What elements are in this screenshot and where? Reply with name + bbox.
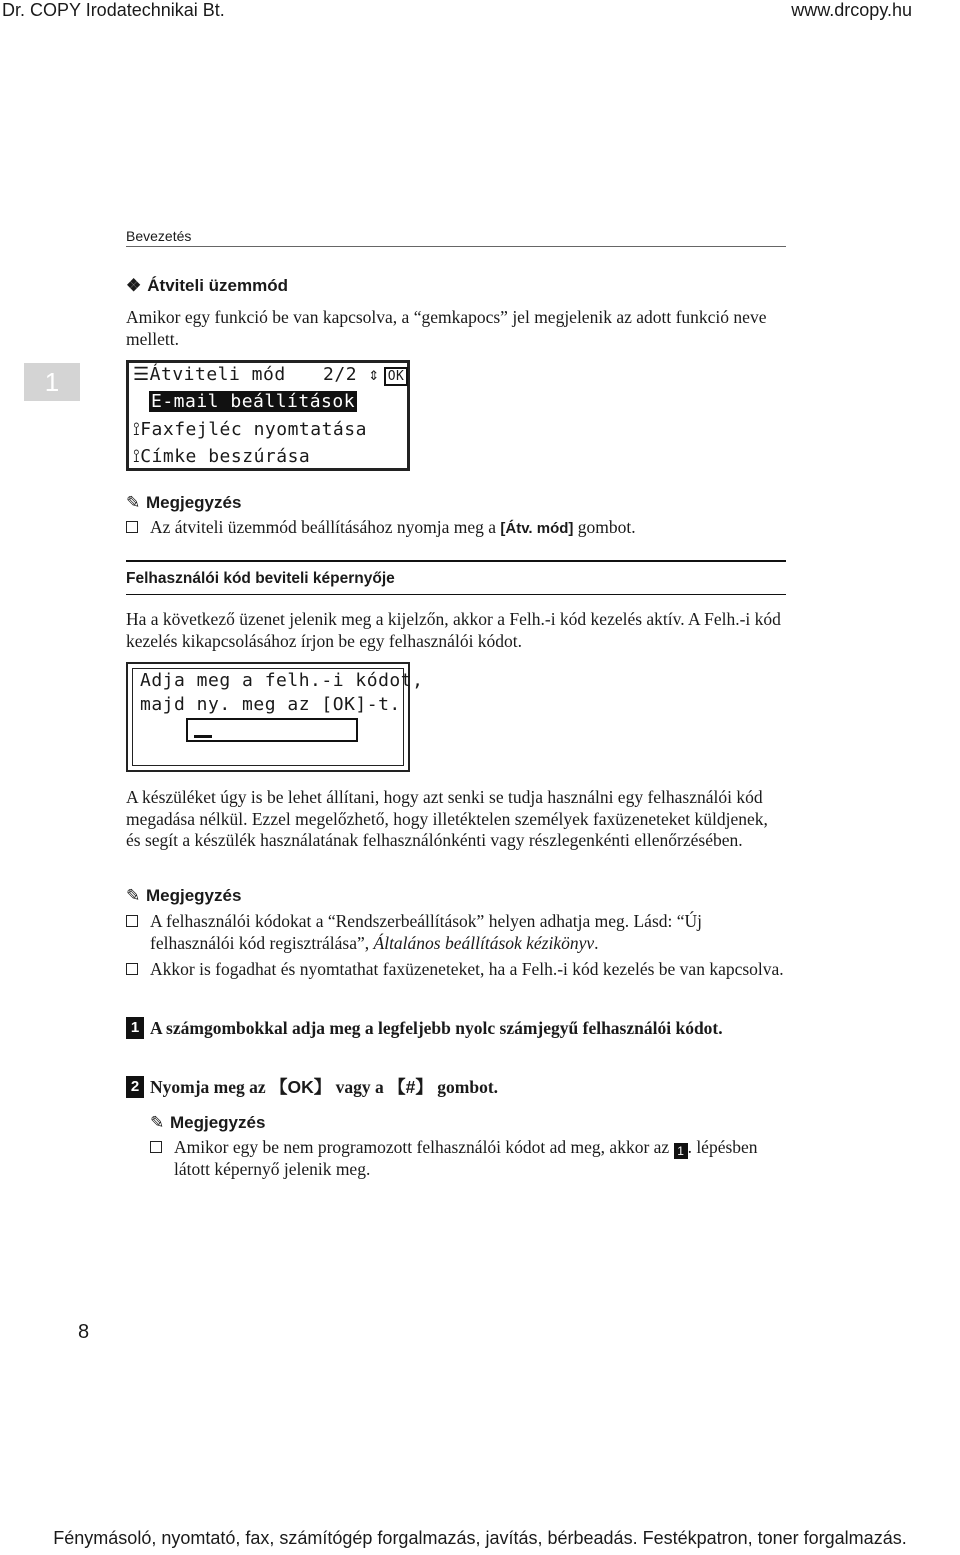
updown-arrow-icon: ⇕ [368,364,380,385]
note-heading: ✎ Megjegyzés [126,493,242,512]
checkbox-bullet-icon [150,1141,162,1153]
step-number: 2 [126,1076,144,1098]
subsection-title: Felhasználói kód beviteli képernyője [126,570,395,587]
company-url[interactable]: www.drcopy.hu [791,0,912,20]
menu-icon: ☰ [133,364,150,385]
page-number: 8 [78,1321,90,1343]
company-name: Dr. COPY Irodatechnikai Bt. [2,0,225,20]
pencil-icon: ✎ [126,886,141,905]
step-number: 1 [126,1017,144,1039]
lcd-screen-transmission-mode [126,360,410,471]
chapter-tab: 1 [24,363,80,401]
checkbox-bullet-icon [126,963,138,975]
access-para: A készüléket úgy is be lehet állítani, hogy azt senki se tudja használni egy felhasználói kód megadása nélkül. Ezzel megelőzhető, hogy illetéktelen személyek faxüzeneteket küldjenek, és segít a készülék használatának felhasználónkénti vagy részlegenkénti ellenőrzésében. [126,787,768,850]
note-heading: ✎ Megjegyzés [126,886,242,905]
subsection-para: Ha a következő üzenet jelenik meg a kijelzőn, akkor a Felh.-i kód kezelés aktív. A Felh.-i kód kezelés kikapcsolásához írjon be egy felhasználói kódot. [126,609,781,651]
step-reference: 1 [674,1143,688,1159]
lcd-ok-box: OK [384,367,409,386]
header-rule [126,246,786,247]
pencil-icon: ✎ [150,1113,165,1132]
user-code-field [186,718,358,742]
footer-text: Fénymásoló, nyomtató, fax, számítógép forgalmazás, javítás, bérbeadás. Festékpatron, toner forgalmazás. [53,1528,907,1548]
diamond-bullet-icon: ❖ [126,276,142,295]
subsection-rule-top [126,560,786,562]
lcd-row-email: E-mail beállítások [151,391,356,412]
running-head: Bevezetés [126,228,192,244]
paperclip-icon: ⟟ [133,446,141,467]
paperclip-icon: ⟟ [133,419,141,440]
checkbox-bullet-icon [126,521,138,533]
lcd-line-2: majd ny. meg az [OK]-t. [140,694,401,715]
hash-key: 【#】 [388,1077,433,1097]
checkbox-bullet-icon [126,915,138,927]
subsection-rule-bottom [126,594,786,595]
ok-key: 【OK】 [270,1077,332,1097]
lcd-title-row: ☰Átviteli mód 2/2 ⇕ OK [133,364,408,385]
section-title: ❖ Átviteli üzemmód [126,276,288,295]
manual-reference: Általános beállítások kézikönyv [373,932,595,953]
lcd-page-indicator: 2/2 [323,364,358,385]
pencil-icon: ✎ [126,493,141,512]
header-bar [0,0,960,22]
key-name: [Átv. mód] [500,520,574,537]
note-heading: ✎ Megjegyzés [150,1113,266,1132]
lcd-screen-user-code [126,662,424,772]
lcd-row-label: ⟟Címke beszúrása [133,446,311,467]
section-intro: Amikor egy funkció be van kapcsolva, a “gemkapocs” jel megjelenik az adott funkció neve mellett. [126,307,767,349]
text-cursor [194,735,212,738]
lcd-row-fax-header: ⟟Faxfejléc nyomtatása [133,419,367,440]
lcd-line-1: Adja meg a felh.-i kódot, [140,670,424,691]
